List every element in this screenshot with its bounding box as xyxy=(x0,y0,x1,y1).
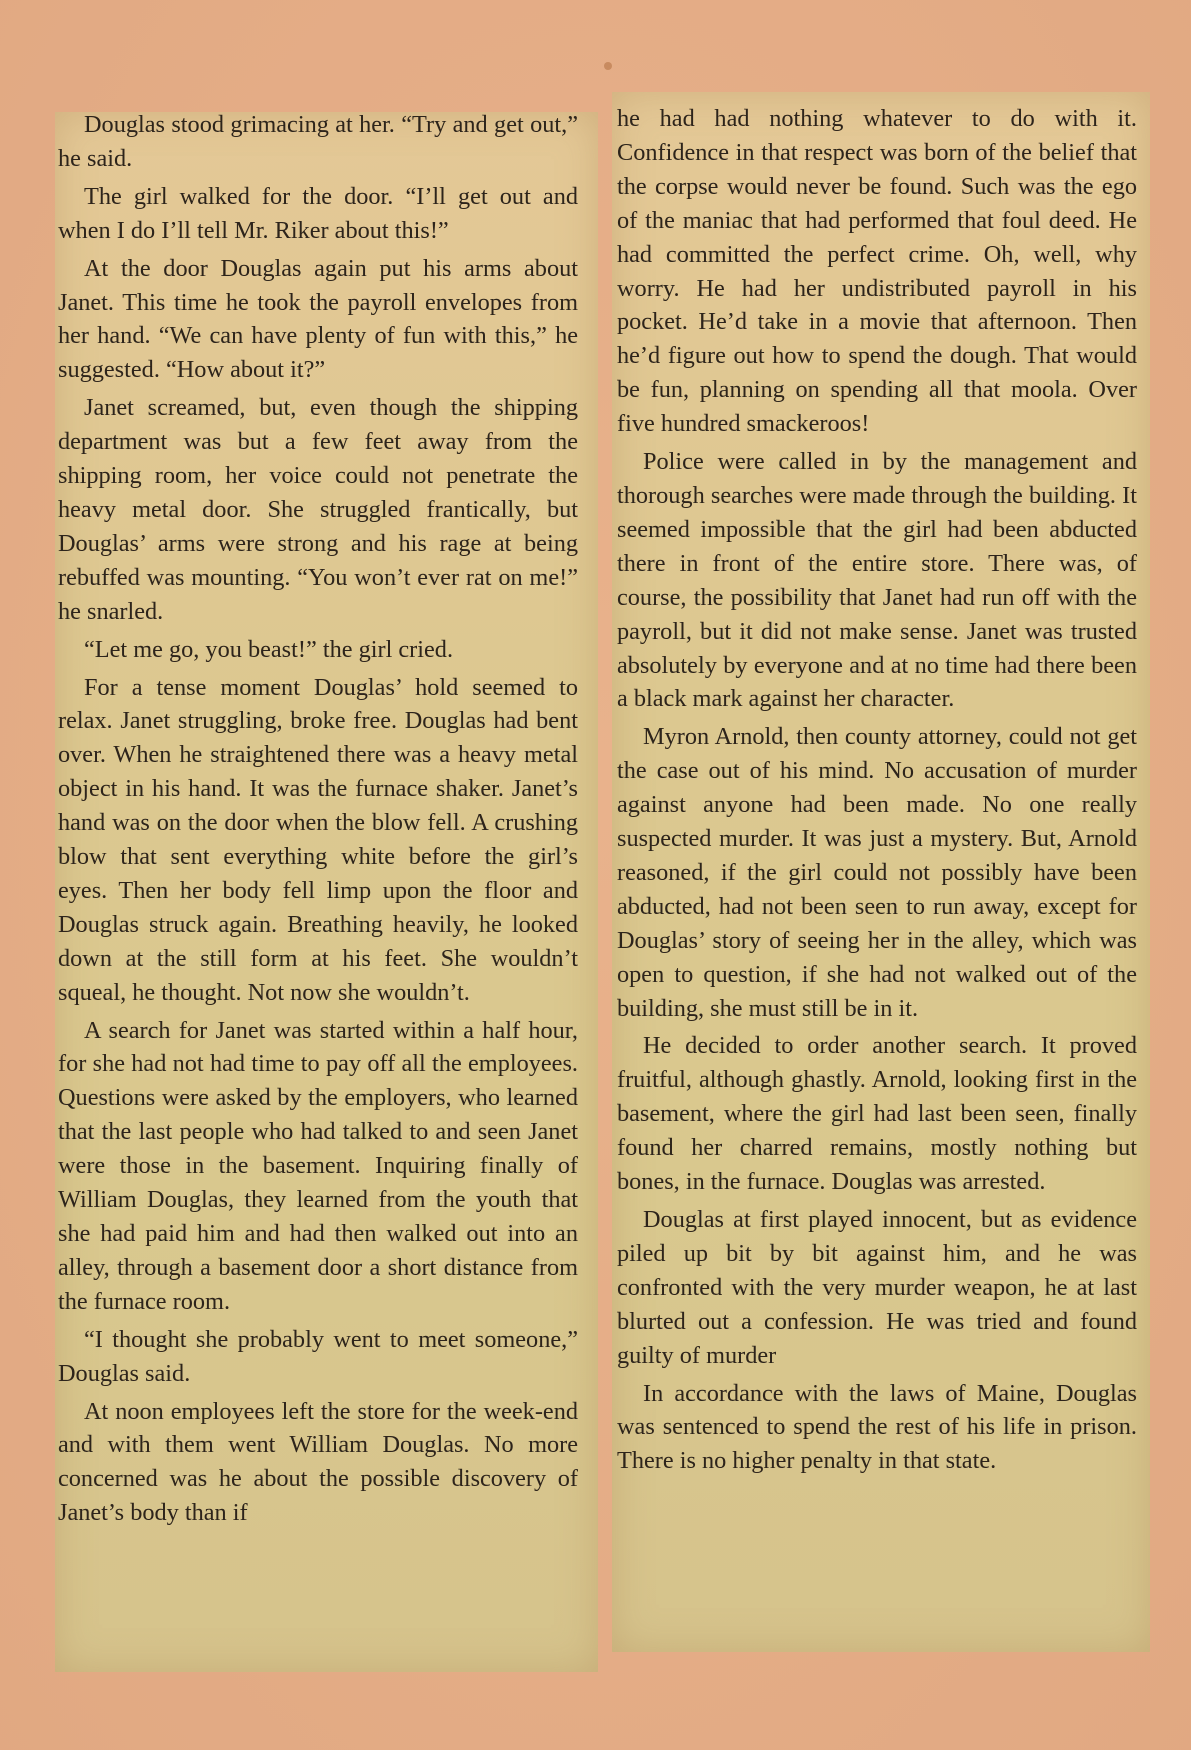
paragraph: At noon employees left the store for the week-end and with them went William Douglas. No more concerned was he about the possible discovery of Janet’s body than if xyxy=(58,1397,578,1527)
right-column xyxy=(617,102,1137,1482)
paragraph: Douglas at first played innocent, but as evidence piled up bit by bit against him, and he was confronted with the very murder weapon, he at last blurted out a confession. He was tried and found guilty of murder xyxy=(617,1206,1137,1369)
paragraph: In accordance with the laws of Maine, Douglas was sentenced to spend the rest of his life in prison. There is no higher penalty in that state. xyxy=(617,1379,1137,1475)
paragraph-continued: he had had nothing whatever to do with it. Confidence in that respect was born of the belief that the corpse would never be found. Such was the ego of the maniac that had performed that foul deed. He had committed the perfect crime. Oh, well, why worry. He had her undistributed payroll in his pocket. He’d take in a movie that afternoon. Then he’d figure out how to spend the dough. That would be fun, planning on spending all that moola. Over five hundred smackeroos! xyxy=(617,105,1137,438)
paragraph: The girl walked for the door. “I’ll get out and when I do I’ll tell Mr. Riker about this!” xyxy=(58,182,578,244)
paragraph: Myron Arnold, then county attorney, could not get the case out of his mind. No accusation of murder against anyone had been made. No one really suspected murder. It was just a mystery. But, Arnold reasoned, if the girl could not possibly have been abducted, had not been seen to run away, except for Douglas’ story of seeing her in the alley, which was open to question, if she had not walked out of the building, she must still be in it. xyxy=(617,723,1137,1022)
left-column xyxy=(58,108,578,1534)
paragraph: Janet screamed, but, even though the shipping department was but a few feet away from the shipping room, her voice could not penetrate the heavy metal door. She struggled frantically, but Douglas’ arms were strong and his rage at being rebuffed was mounting. “You won’t ever rat on me!” he snarled. xyxy=(58,394,578,625)
paragraph: Douglas stood grimacing at her. “Try and get out,” he said. xyxy=(58,111,578,172)
paragraph: A search for Janet was started within a half hour, for she had not had time to pay off all the employees. Questions were asked by the employers, who learned that the last people who had talked to and seen Janet were those in the basement. Inquiring finally of William Douglas, they learned from the youth that she had paid him and had then walked out into an alley, through a basement door a short distance from the furnace room. xyxy=(58,1016,578,1315)
paper-speck xyxy=(604,62,612,70)
paragraph: At the door Douglas again put his arms about Janet. This time he took the payroll envelopes from her hand. “We can have plenty of fun with this,” he suggested. “How about it?” xyxy=(58,254,578,384)
paragraph: For a tense moment Douglas’ hold seemed to relax. Janet struggling, broke free. Douglas had bent over. When he straightened there was a heavy metal object in his hand. It was the furnace shaker. Janet’s hand was on the door when the blow fell. A crushing blow that sent everything white before the girl’s eyes. Then her body fell limp upon the floor and Douglas struck again. Breathing heavily, he looked down at the still form at his feet. She wouldn’t squeal, he thought. Not now she wouldn’t. xyxy=(58,673,578,1006)
paragraph: “I thought she probably went to meet someone,” Douglas said. xyxy=(58,1325,578,1387)
paragraph: “Let me go, you beast!” the girl cried. xyxy=(84,635,454,663)
paragraph: He decided to order another search. It proved fruitful, although ghastly. Arnold, looking first in the basement, where the girl had last been seen, finally found her charred remains, mostly nothing but bones, in the furnace. Douglas was arrested. xyxy=(617,1032,1137,1196)
paragraph: Police were called in by the management and thorough searches were made through the building. It seemed impossible that the girl had been abducted there in front of the entire store. There was, of course, the possibility that Janet had run off with the payroll, but it did not make sense. Janet was trusted absolutely by everyone and at no time had there been a black mark against her character. xyxy=(617,448,1137,713)
